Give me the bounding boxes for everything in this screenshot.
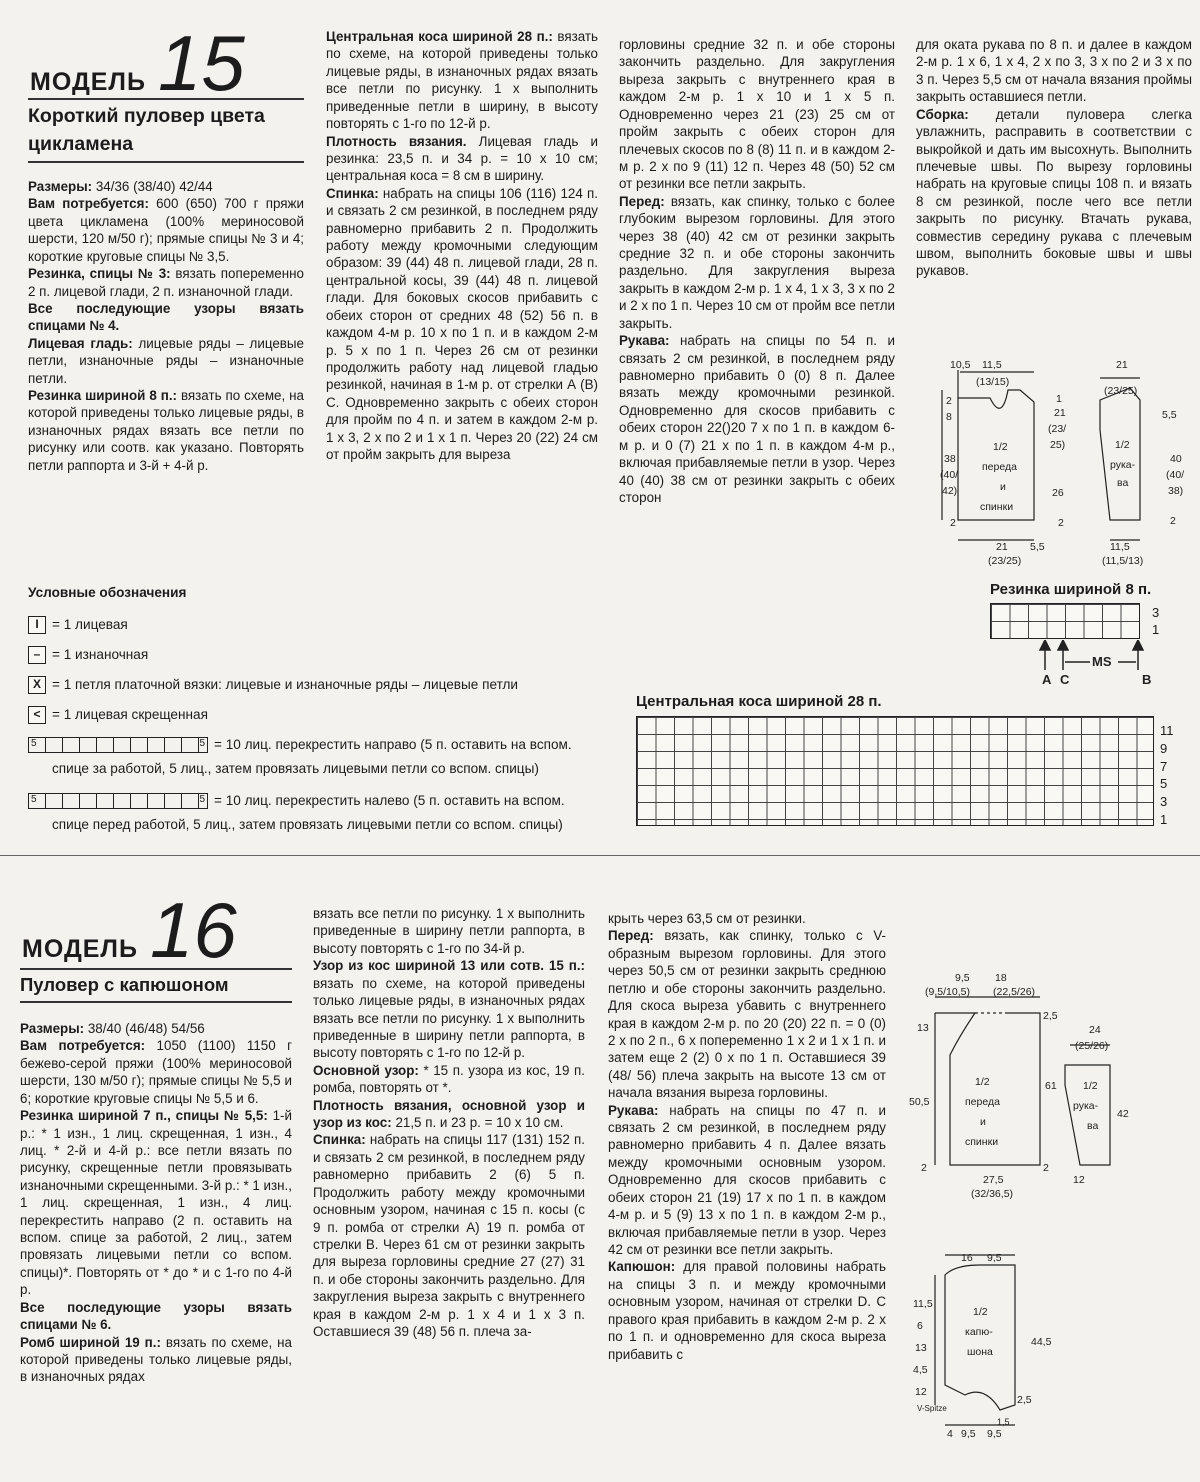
dimension: 2 bbox=[1043, 1162, 1049, 1174]
paragraph bbox=[619, 332, 895, 506]
paragraph-text: вязать по схеме, на которой приведены только лицевые ряды, в изнаночных рядах bbox=[20, 1334, 292, 1385]
paragraph-text: горловины средние 32 п. и обе стороны закончить раздельно. Для закругления выреза закрыть с внутреннего края в каждом 2-м р. 1 х 10 и 1 х 5 п. Одновременно через 21 (23) 25 см от пройм закрыть с обеих сторон для плечевых скосов по 8 (8) 11 п. и в каждом 2-м р. 2 х по 9 (11) 12 п. Через 48 (50) 52 см от резинки все петли закрыть. bbox=[619, 37, 895, 192]
legend-text-cont: спице за работой, 5 лиц., затем провязать лицевыми петли со вспом. спицы) bbox=[52, 760, 539, 776]
legend-text-cont: спице перед работой, 5 лиц., затем провязать лицевыми петли со вспом. спицы) bbox=[52, 816, 563, 832]
dimension: 38 bbox=[944, 453, 956, 465]
cable-count: 5 bbox=[31, 793, 37, 805]
paragraph-text: для правой половины набрать на спицы 3 п. и между кромочными основным узором, начиная от стрелки D. С правого края прибавить в каждом 2-м р. 2 х по 1 п. и одновременно для скоса выреза прибавить с bbox=[608, 1259, 886, 1362]
paragraph bbox=[20, 1107, 292, 1299]
paragraph-text: детали пуловера слегка увлажнить, расправить в соответствии с выкройкой и дать им высохнуть. Выполнить плечевые швы. По вырезу горловины набрать на круговые спицы 108 п. и вязать 8 см резинкой, после чего все петли закрыть по рисунку. Втачать рукава, совместив середину рукава с плечевым швом, выполнить боковые швы и швы рукавов. bbox=[916, 106, 1192, 279]
v-spitze-label: V-Spitze bbox=[917, 1404, 947, 1413]
dimension: (13/15) bbox=[976, 376, 1010, 388]
ms-label: MS bbox=[1092, 654, 1112, 669]
diagram-label: шона bbox=[967, 1346, 993, 1358]
dimension: (23/25) bbox=[1104, 385, 1138, 397]
diagram-label: 1/2 bbox=[993, 441, 1008, 453]
diagram-label: 1/2 bbox=[973, 1306, 988, 1318]
diagram-label: 1/2 bbox=[1083, 1080, 1098, 1092]
model-16-column-1 bbox=[20, 1020, 292, 1386]
paragraph bbox=[916, 106, 1192, 280]
paragraph-heading: Перед: bbox=[608, 928, 654, 944]
legend-item-garter bbox=[28, 670, 628, 700]
model-15-column-2 bbox=[326, 28, 598, 464]
diagram-label: переда bbox=[982, 461, 1017, 473]
dimension: 12 bbox=[915, 1386, 927, 1398]
paragraph-text: 21,5 п. и 23 р. = 10 х 10 см. bbox=[391, 1115, 564, 1131]
paragraph-text: вязать все петли по рисунку. 1 х выполнить приведенные в ширину петли раппорта, в высоту повторять с 1-го по 34-й р. bbox=[313, 906, 585, 956]
section-divider bbox=[0, 855, 1200, 856]
paragraph-text: вязать по схеме, на которой приведены только лицевые ряды, в изнаночных рядах вязать все петли по рисунку или соотв. как указано. Повторять петли раппорта и 3-й + 4-й р. bbox=[28, 388, 304, 473]
paragraph bbox=[313, 905, 585, 957]
dimension: 5,5 bbox=[1030, 541, 1045, 553]
dimension: 21 bbox=[1116, 359, 1128, 371]
legend-text: = 1 изнаночная bbox=[52, 646, 149, 662]
paragraph-text: вязать, как спинку, только с V-образным вырезом горловины. Для этого через 50,5 см от резинки закрыть среднюю петлю и обе стороны закончить раздельно. Для скоса выреза убавить с внутреннего края в каждом 2-м р. по 20 (20) 22 п. = 0 (0) 2 х по 2 п., 6 х попеременно 1 х 2 и 1 х 1 п. и затем еще 2 (2) 0 х по 1 п. Оставшиеся 39 (48/ 56) плеча закрыть на высоте 13 см от начала вязания выреза горловины. bbox=[608, 928, 886, 1101]
paragraph bbox=[608, 1102, 886, 1259]
paragraph-heading: Узор из кос шириной 13 или сотв. 15 п.: bbox=[313, 958, 585, 974]
dimension: 2 bbox=[1058, 517, 1064, 529]
dimension: (40/ bbox=[940, 469, 959, 481]
paragraph-heading: Вам потребуется: bbox=[28, 196, 149, 212]
dimension: 44,5 bbox=[1031, 1336, 1052, 1348]
legend-text: = 1 лицевая скрещенная bbox=[52, 706, 208, 722]
legend-text: = 1 петля платочной вязки: лицевые и изнаночные ряды – лицевые петли bbox=[52, 676, 519, 692]
dimension: 25) bbox=[1050, 439, 1066, 451]
dimension: 21 bbox=[1054, 407, 1066, 419]
dimension: 2 bbox=[946, 395, 952, 407]
legend-text: = 10 лиц. перекрестить налево (5 п. оставить на вспом. bbox=[214, 792, 565, 808]
paragraph bbox=[326, 185, 598, 464]
cable-chart-grid bbox=[636, 716, 1154, 826]
row-label: 11 bbox=[1160, 723, 1174, 738]
model-15-column-4 bbox=[916, 36, 1192, 280]
dimension: 11,5 bbox=[982, 359, 1002, 371]
diagram-label: переда bbox=[965, 1096, 1000, 1108]
paragraph bbox=[313, 1062, 585, 1097]
dimension: 9,5 bbox=[961, 1428, 976, 1440]
paragraph-text: вязать по схеме, на которой приведены только лицевые ряды, в изнаночных рядах вязать все петли по рисунку. 1 х выполнить приведенные в ширину петли раппорта, в высоту повторять с 1-го по 12-й р. bbox=[313, 975, 585, 1061]
paragraph-text: Лицевая гладь и резинка: 23,5 п. и 34 р. = 10 х 10 см; центральная коса = 8 см в ширину. bbox=[326, 133, 598, 184]
legend-title: Условные обозначения bbox=[28, 585, 187, 600]
paragraph bbox=[20, 1020, 292, 1037]
dimension: 11,5 bbox=[913, 1298, 933, 1310]
paragraph-text: лицевые ряды – лицевые петли, изнаночные ряды – изнаночные петли. bbox=[28, 335, 304, 386]
paragraph-text: вязать по схеме, на которой приведены только лицевые ряды, в изнаночных рядах вязать все петли по рисунку. 1 х выполнить приведенные петли в ширину, в высоту повторять с 1-го по 12-й р. bbox=[326, 29, 599, 132]
dimension: 9,5 bbox=[955, 972, 970, 984]
dimension: 4 bbox=[947, 1428, 953, 1440]
paragraph-heading: Перед: bbox=[619, 193, 665, 209]
paragraph-heading: Основной узор: bbox=[313, 1062, 419, 1078]
row-label: 9 bbox=[1160, 740, 1168, 756]
dimension: 50,5 bbox=[909, 1096, 930, 1108]
model-15-title: Короткий пуловер цвета цикламена bbox=[28, 98, 304, 163]
legend-text: = 1 лицевая bbox=[52, 616, 128, 632]
dimension: 2 bbox=[921, 1162, 927, 1174]
dimension: (25/26) bbox=[1075, 1040, 1109, 1052]
legend-item-knit bbox=[28, 610, 628, 640]
paragraph-text: набрать на спицы по 47 п. и связать 2 см резинкой, в последнем ряду равномерно прибавить 4 п. Далее вязать между кромочными основным узором. Одновременно для скосов прибавить с обеих сторон 21 (19) 17 х по 1 п. в каждом 4-м р. и 5 (9) 13 х по 1 п. в каждом 2-м р., включая прибавляемые петли в узор. Через 42 см от резинки все петли закрыть. bbox=[608, 1102, 886, 1258]
paragraph-text: 34/36 (38/40) 42/44 bbox=[92, 179, 213, 194]
paragraph-heading: Резинка, спицы № 3: bbox=[28, 266, 171, 282]
diagram-label: и bbox=[980, 1116, 986, 1128]
legend-item-twisted bbox=[28, 700, 628, 730]
diagram-label: рука- bbox=[1110, 459, 1136, 471]
paragraph-text: 600 (650) 700 г пряжи цвета цикламена (100% мериносовой шерсти, 120 м/50 г); прямые спицы № 3 и 4; короткие круговые спицы № 3,5. bbox=[28, 196, 304, 264]
rib-chart-arrows bbox=[990, 640, 1160, 688]
hood-diagram bbox=[905, 1245, 1065, 1445]
paragraph-heading: Плотность вязания. bbox=[326, 133, 467, 149]
paragraph bbox=[619, 36, 895, 193]
cable-chart-row-labels bbox=[1160, 722, 1174, 829]
dimension: 27,5 bbox=[983, 1174, 1004, 1186]
model-15-column-3 bbox=[619, 36, 895, 506]
diagram-label: спинки bbox=[965, 1136, 999, 1148]
dimension: 12 bbox=[1073, 1174, 1085, 1186]
dimension: (40/ bbox=[1166, 469, 1185, 481]
cable-count: 5 bbox=[199, 793, 205, 805]
paragraph bbox=[28, 300, 304, 335]
rib-chart-grid bbox=[990, 603, 1140, 639]
diagram-label: спинки bbox=[980, 501, 1014, 513]
dimension: 42) bbox=[942, 485, 958, 497]
paragraph bbox=[28, 335, 304, 387]
dimension: 2 bbox=[950, 517, 956, 529]
dimension: 6 bbox=[917, 1320, 923, 1332]
dimension: 4,5 bbox=[913, 1364, 928, 1376]
paragraph-text: набрать на спицы 106 (116) 124 п. и связать 2 см резинкой, в последнем ряду равномерно прибавить 2 п. Продолжить работу между кромочными следующим образом: 39 (44) 48 п. лицевой глади, 28 п. центральной косы, 39 (44) 48 п. лицевой глади. Для боковых скосов прибавить с обеих сторон от средних 48 (52) 56 п. в каждом 4-м р. 10 х по 1 п. и в каждом 2-м р. 5 х по 1 п. Через 26 см от резинки продолжить работу над лицевой гладью резинкой, начиная в 1-м р. от стрелки А (В) С. Одновременно закрыть с обеих сторон для пройм по 4 п. и затем в каждом 2-м р. 1 х 3, 2 х по 2 и 1 х 1 п. Через 20 (22) 24 см от пройм закрыть для выреза bbox=[326, 185, 598, 463]
model-word: МОДЕЛЬ bbox=[30, 67, 146, 96]
paragraph-heading: Сборка: bbox=[916, 106, 969, 122]
paragraph-text: 1050 (1100) 1150 г бежево-серой пряжи (100% мериносовой шерсти, 130 м/50 г); прямые спицы № 5,5 и 6; короткие круговые спицы № 5,5 и 6. bbox=[20, 1038, 292, 1106]
paragraph-text: вязать, как спинку, только с более глубоким вырезом горловины. Для этого через 38 (40) 42 см от резинки закрыть средние 32 п. и обе стороны закончить раздельно. Для закругления выреза закрыть в каждом 2-м р. 1 х 4, 1 х 3, 3 х по 2 и 2 х по 1 п. Через 10 см от пройм все петли закрыть. bbox=[619, 193, 895, 331]
dimension: 2,5 bbox=[1017, 1394, 1032, 1406]
dimension: 1 bbox=[1056, 393, 1062, 405]
paragraph-heading: Вам потребуется: bbox=[20, 1038, 146, 1054]
paragraph-heading: Резинка шириной 8 п.: bbox=[28, 388, 178, 404]
paragraph-text: набрать на спицы по 54 п. и связать 2 см резинкой, в последнем ряду равномерно прибавить 0 (0) 8 п. Далее вязать между кромочными резинкой. Одновременно для скосов прибавить с обеих сторон 22()20 7 х по 1 п. в каждом 6-м р. и 0 (7) 21 х по 1 п. в каждом 4-м р., включая прибавляемые петли в узор. Через 40 (40) 38 см от резинки закрыть с обеих сторон bbox=[619, 333, 895, 505]
paragraph bbox=[28, 195, 304, 265]
paragraph bbox=[313, 1097, 585, 1132]
paragraph-text: 1-й р.: * 1 изн., 1 лиц. скрещенная, 1 изн., 4 лиц. * 2-й и 4-й р.: все петли вязать по рисунку, скрещенные петли провязывать изнаночными скрещенными. 3-й р.: * 1 изн., 1 лиц. скрещенная, 1 изн., 4 лиц. перекрестить направо (2 п. оставить на вспом. спице за работой, 2 лиц., затем провязать лицевыми петли со вспом. спицы)*. Повторять от * до * и с 1-го по 4-й р. bbox=[20, 1108, 292, 1298]
paragraph bbox=[326, 133, 598, 185]
diagram-label: ва bbox=[1117, 477, 1129, 489]
paragraph bbox=[20, 1334, 292, 1386]
dimension: 10,5 bbox=[950, 359, 971, 371]
dimension: 11,5 bbox=[1110, 541, 1130, 553]
dimension: (32/36,5) bbox=[971, 1188, 1014, 1200]
paragraph-text: крыть через 63,5 см от резинки. bbox=[608, 911, 806, 926]
arrow-label-b: B bbox=[1142, 672, 1152, 687]
paragraph-text: набрать на спицы 117 (131) 152 п. и связать 2 см резинкой, в последнем ряду равномерно прибавить 2 (6) 5 п. Продолжить работу между кромочными основным узором, начиная с 15 п. косы (с 9 п. ромба от стрелки А) 19 п. ромба от стрелки В. Через 61 см от резинки закрыть для выреза горловины средние 27 (27) 31 п. и обе стороны закончить раздельно. Для закругления выреза закрыть с внутреннего края в каждом 2-м р. 1 х 4 и 1 х 3 п. Оставшиеся 39 (48) 56 п. плеча за- bbox=[313, 1132, 585, 1340]
dimension: 8 bbox=[946, 411, 952, 423]
paragraph bbox=[619, 193, 895, 332]
model-15-pattern-diagram bbox=[930, 350, 1195, 580]
diagram-label: рука- bbox=[1073, 1100, 1099, 1112]
dimension: 24 bbox=[1089, 1024, 1101, 1036]
diagram-label: капю- bbox=[965, 1326, 993, 1338]
paragraph bbox=[28, 265, 304, 300]
paragraph-heading: Плотность вязания, основной узор и узор из кос: bbox=[313, 1097, 585, 1131]
dimension: 38) bbox=[1168, 485, 1184, 497]
dimension: (11,5/13) bbox=[1102, 555, 1144, 567]
paragraph bbox=[20, 1037, 292, 1107]
knit-symbol-icon: I bbox=[28, 616, 46, 634]
row-label: 7 bbox=[1160, 758, 1168, 774]
row-label: 1 bbox=[1152, 622, 1160, 637]
purl-symbol-icon: – bbox=[28, 646, 46, 664]
cable-count: 5 bbox=[31, 737, 37, 749]
twisted-symbol-icon: < bbox=[28, 706, 46, 724]
model-15-column-1 bbox=[28, 178, 304, 474]
model-16-column-3 bbox=[608, 910, 886, 1363]
dimension: 5,5 bbox=[1162, 409, 1177, 421]
paragraph-heading: Лицевая гладь: bbox=[28, 335, 133, 351]
dimension: 2 bbox=[1170, 515, 1176, 527]
paragraph bbox=[313, 1131, 585, 1340]
paragraph-heading: Все последующие узоры вязать спицами № 4. bbox=[28, 300, 304, 334]
paragraph bbox=[916, 36, 1192, 106]
legend-item-purl bbox=[28, 640, 628, 670]
diagram-label: ва bbox=[1087, 1120, 1099, 1132]
dimension: 2,5 bbox=[1043, 1010, 1058, 1022]
cable-right-symbol-icon bbox=[28, 737, 208, 753]
row-label: 3 bbox=[1160, 794, 1168, 810]
paragraph-heading: Ромб шириной 19 п.: bbox=[20, 1334, 161, 1350]
paragraph-heading: Спинка: bbox=[313, 1132, 366, 1148]
legend-item-cable-left bbox=[28, 786, 628, 816]
paragraph bbox=[608, 1258, 886, 1363]
row-label: 1 bbox=[1160, 811, 1168, 827]
rib-chart-row-labels bbox=[1152, 604, 1159, 638]
model-number: 16 bbox=[149, 886, 237, 974]
dimension: 13 bbox=[915, 1342, 927, 1354]
dimension: 13 bbox=[917, 1022, 929, 1034]
paragraph bbox=[20, 1299, 292, 1334]
dimension: 26 bbox=[1052, 487, 1064, 499]
paragraph-heading: Размеры: bbox=[28, 179, 93, 194]
paragraph bbox=[608, 927, 886, 1101]
paragraph-heading: Рукава: bbox=[608, 1102, 659, 1118]
dimension: 40 bbox=[1170, 453, 1182, 465]
rib-chart-title: Резинка шириной 8 п. bbox=[990, 581, 1152, 598]
dimension: (23/ bbox=[1048, 423, 1067, 435]
dimension: 18 bbox=[995, 972, 1007, 984]
model-word: МОДЕЛЬ bbox=[22, 934, 138, 963]
legend bbox=[28, 584, 628, 842]
paragraph bbox=[326, 28, 598, 133]
paragraph-heading: Спинка: bbox=[326, 185, 379, 201]
paragraph-text: * 15 п. узора из кос, 19 п. ромба, повторять от *. bbox=[313, 1062, 585, 1096]
dimension: 61 bbox=[1045, 1080, 1057, 1092]
dimension: 9,5 bbox=[987, 1428, 1002, 1440]
legend-item-cable-right bbox=[28, 730, 628, 760]
cable-chart-title: Центральная коса шириной 28 п. bbox=[636, 693, 882, 710]
cable-count: 5 bbox=[199, 737, 205, 749]
paragraph-text: для оката рукава по 8 п. и далее в каждом 2-м р. 1 х 6, 1 х 4, 2 х по 3, 3 х по 2 и 3 х по 3 п. Через 5,5 см от начала вязания проймы закрыть оставшиеся петли. bbox=[916, 37, 1192, 105]
model-16-column-2 bbox=[313, 905, 585, 1341]
row-label: 3 bbox=[1152, 605, 1160, 620]
model-16-pattern-diagram bbox=[905, 965, 1155, 1225]
paragraph-heading: Рукава: bbox=[619, 333, 670, 349]
model-15-heading bbox=[30, 19, 245, 107]
dimension: 1,5 bbox=[997, 1417, 1010, 1427]
diagram-label: и bbox=[1000, 481, 1006, 493]
cable-left-symbol-icon bbox=[28, 793, 208, 809]
row-label: 5 bbox=[1160, 776, 1168, 792]
paragraph bbox=[313, 957, 585, 1062]
dimension: (23/25) bbox=[988, 555, 1022, 567]
paragraph-text: 38/40 (46/48) 54/56 bbox=[84, 1021, 205, 1036]
paragraph-heading: Резинка шириной 7 п., спицы № 5,5: bbox=[20, 1108, 268, 1124]
diagram-label: 1/2 bbox=[975, 1076, 990, 1088]
paragraph-heading: Размеры: bbox=[20, 1021, 85, 1036]
legend-text: = 10 лиц. перекрестить направо (5 п. оставить на вспом. bbox=[214, 736, 572, 752]
arrow-label-c: C bbox=[1060, 672, 1070, 687]
model-number: 15 bbox=[157, 19, 245, 107]
model-16-heading bbox=[22, 886, 237, 974]
paragraph-text: вязать попеременно 2 п. лицевой глади, 2 п. изнаночной глади. bbox=[28, 266, 304, 299]
dimension: 21 bbox=[996, 541, 1008, 553]
dimension: 16 bbox=[961, 1252, 973, 1264]
paragraph bbox=[28, 387, 304, 474]
diagram-label: 1/2 bbox=[1115, 439, 1130, 451]
dimension: (22,5/26) bbox=[993, 986, 1036, 998]
paragraph bbox=[608, 910, 886, 927]
garter-symbol-icon: X bbox=[28, 676, 46, 694]
dimension: 9,5 bbox=[987, 1252, 1002, 1264]
arrow-label-a: A bbox=[1042, 672, 1052, 687]
paragraph-heading: Все последующие узоры вязать спицами № 6. bbox=[20, 1299, 292, 1333]
paragraph bbox=[28, 178, 304, 195]
dimension: 42 bbox=[1117, 1108, 1129, 1120]
model-16-title: Пуловер с капюшоном bbox=[20, 968, 292, 1003]
paragraph-heading: Капюшон: bbox=[608, 1259, 676, 1275]
paragraph-heading: Центральная коса шириной 28 п.: bbox=[326, 29, 553, 44]
dimension: (9,5/10,5) bbox=[925, 986, 970, 998]
